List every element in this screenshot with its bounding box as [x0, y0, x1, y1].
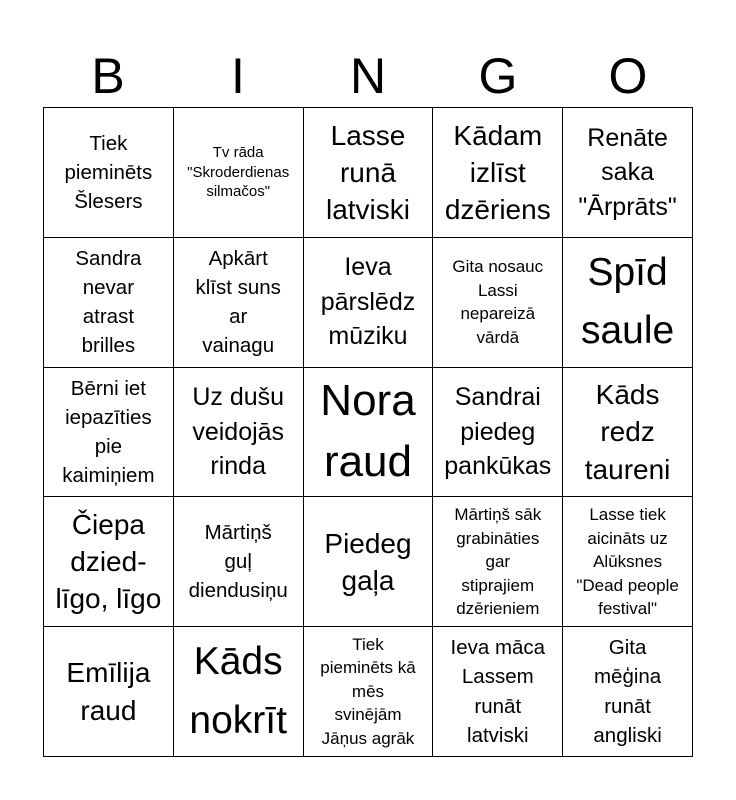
cell-text: Lasse runā latviski	[325, 119, 410, 226]
header-letter-b: B	[91, 48, 125, 104]
bingo-cell-r2-c2[interactable]	[174, 238, 304, 368]
bingo-cell-r1-c1[interactable]	[44, 108, 174, 238]
cell-text: Mārtiņš guļ diendusiņu	[188, 521, 288, 603]
bingo-cell-r1-c5[interactable]	[563, 108, 693, 238]
bingo-cell-r3-c3[interactable]	[304, 368, 434, 498]
cell-text: Ieva māca Lassem runāt latviski	[450, 636, 546, 747]
bingo-cell-r1-c4[interactable]	[433, 108, 563, 238]
bingo-cell-r2-c3[interactable]	[304, 238, 434, 368]
bingo-cell-r5-c2[interactable]	[174, 627, 304, 757]
cell-text: Gita mēģina runāt angliski	[593, 636, 662, 747]
bingo-cell-r2-c1[interactable]	[44, 238, 174, 368]
cell-text: Bērni iet iepazīties pie kaimiņiem	[62, 376, 155, 488]
bingo-cell-r3-c5[interactable]	[563, 368, 693, 498]
cell-text: Sandrai piedeg pankūkas	[444, 383, 552, 481]
bingo-board	[43, 107, 693, 757]
bingo-cell-r2-c5[interactable]	[563, 238, 693, 368]
bingo-cell-r4-c5[interactable]	[563, 497, 693, 627]
cell-text: Mārtiņš sāk grabināties gar stiprajiem dzērieniem	[454, 505, 542, 618]
bingo-cell-r5-c1[interactable]	[44, 627, 174, 757]
cell-text: Tiek pieminēts kā mēs svinējām Jāņus agrāk	[320, 634, 416, 748]
bingo-cell-r4-c4[interactable]	[433, 497, 563, 627]
cell-text: Emīlija raud	[66, 657, 151, 726]
header-letter-g: G	[478, 48, 518, 104]
bingo-cell-r4-c3[interactable]	[304, 497, 434, 627]
bingo-cell-r5-c4[interactable]	[433, 627, 563, 757]
bingo-cell-r5-c3[interactable]	[304, 627, 434, 757]
header-letter-o: O	[608, 48, 648, 104]
cell-text: Lasse tiek aicināts uz Alūksnes "Dead people festival"	[576, 505, 679, 618]
bingo-cell-r2-c4[interactable]	[433, 238, 563, 368]
cell-text: Kāds nokrīt	[189, 640, 287, 742]
cell-text: Piedeg gaļa	[324, 527, 412, 596]
bingo-cell-r4-c2[interactable]	[174, 497, 304, 627]
header-letter-n: N	[349, 48, 387, 104]
cell-text: Spīd saule	[580, 250, 675, 353]
bingo-cell-r1-c3[interactable]	[304, 108, 434, 238]
cell-text: Apkārt klīst suns ar vainagu	[195, 246, 281, 358]
bingo-cell-r5-c5[interactable]	[563, 627, 693, 757]
cell-text: Ieva pārslēdz mūziku	[320, 253, 416, 351]
header-letter-i: I	[231, 48, 245, 104]
cell-text: Nora raud	[320, 376, 416, 486]
cell-text: Tv rāda "Skroderdienas silmačos"	[187, 144, 290, 201]
cell-text: Čiepa dzied- līgo, līgo	[55, 508, 162, 615]
bingo-cell-r3-c1[interactable]	[44, 368, 174, 498]
bingo-cell-r3-c4[interactable]	[433, 368, 563, 498]
cell-text: Tiek pieminēts Šlesers	[64, 131, 153, 213]
cell-text: Renāte saka "Ārprāts"	[578, 123, 677, 221]
cell-text: Kādam izlīst dzēriens	[444, 119, 551, 226]
bingo-cell-r1-c2[interactable]	[174, 108, 304, 238]
cell-text: Gita nosauc Lassi nepareizā vārdā	[452, 257, 544, 347]
bingo-cell-r3-c2[interactable]	[174, 368, 304, 498]
cell-text: Kāds redz taureni	[584, 379, 671, 485]
cell-text: Uz dušu veidojās rinda	[192, 383, 285, 481]
bingo-cell-r4-c1[interactable]	[44, 497, 174, 627]
bingo-header	[43, 44, 693, 108]
cell-text: Sandra nevar atrast brilles	[75, 246, 142, 358]
